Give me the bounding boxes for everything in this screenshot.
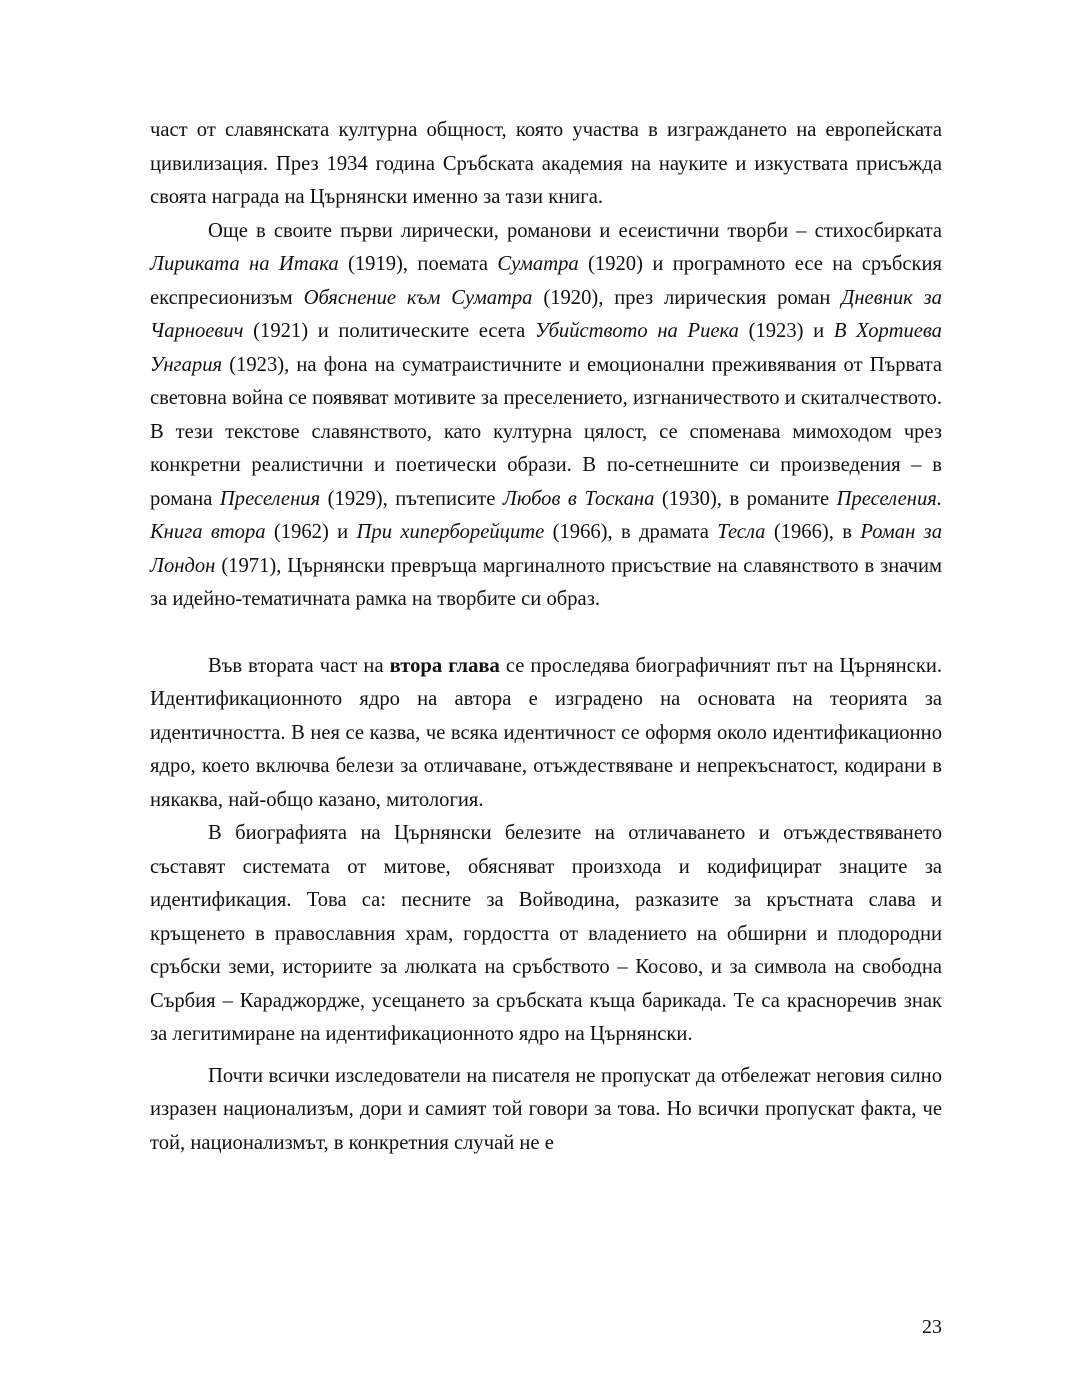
book-title-preseleniya: Преселения (219, 487, 321, 510)
paragraph-2-text: (1971), Църнянски превръща маргиналното присъствие на славянството в значим за идейно-тематичната рамка на творбите си образ. (150, 554, 942, 610)
paragraph-3-text: Във втората част на (208, 654, 390, 677)
paragraph-4-text: В биографията на Църнянски белезите на отличаването и отъждествяването съставят системата от митове, обясняват произхода и кодифицират знаците за идентификация. Това са: песните за Войводина, разказите за кръстната слава и кръщенето в православния храм, гордостта от владението на обширни и плодородни сръбски земи, историите за люлката на сръбството – Косово, и за символа на свободна Сърбия – Караджордже, усещането за сръбската къща барикада. Те са красноречив знак за легитимиране на идентификационното ядро на Църнянски. (150, 822, 942, 1045)
book-title-hortieva-ungariya: В Хортиева Унгария (150, 320, 942, 376)
paragraph-2-text: (1921) и политическите есета (243, 320, 535, 342)
book-title-dnevnik: Дневник за Чарноевич (150, 286, 942, 342)
paragraph-2-text: Още в своите първи лирически, романови и есеистични творби – стихосбирката (208, 219, 942, 242)
book-title-roman-za-london: Роман за Лондон (150, 521, 942, 577)
paragraph-2-text: (1966), в драмата (544, 521, 718, 543)
paragraph-2-text: (1962) и (265, 521, 357, 543)
emphasis-vtora-glava: втора глава (389, 654, 500, 677)
book-title-sumatra: Суматра (497, 253, 579, 275)
paragraph-2-text: (1919), поемата (338, 253, 498, 275)
book-title-ubiystvoto: Убийството на Риека (534, 320, 739, 342)
paragraph-2-text: (1966), в (765, 521, 861, 543)
book-title-lyubov-v-toskana: Любов в Тоскана (502, 487, 655, 510)
paragraph-4 (150, 817, 942, 1052)
body-text (150, 114, 942, 1160)
paragraph-2-text: (1929), пътеписите (320, 487, 503, 510)
book-title-obyasnenie: Обяснение към Суматра (303, 286, 533, 309)
paragraph-5-text: Почти всички изследователи на писателя не пропускат да отбележат неговия силно изразен национализъм, дори и самият той говори за това. Но всички пропускат факта, че той, национализмът, в конкретния случай не е (150, 1064, 942, 1154)
paragraph-1 (150, 114, 942, 215)
paragraph-2-text: (1920) и програмното есе на сръбския експресионизъм (150, 253, 942, 309)
page-number: 23 (922, 1316, 942, 1338)
paragraph-2 (150, 215, 942, 617)
book-title-pri-hiperboreytsite: При хиперборейците (356, 521, 545, 543)
book-title-lirikata-na-itaka: Лириката на Итака (150, 253, 339, 275)
paragraph-2-text: (1923), на фона на суматраистичните и емоционални преживявания от Първата световна война се появяват мотивите за преселението, изгнаничеството и скиталчеството. В тези текстове славянството, като културна цялост, се споменава мимоходом чрез конкретни реалистични и поетически образи. В по-сетнешните си произведения – в романа (150, 353, 942, 510)
book-title-preseleniya-kniga-vtora: Преселения. Книга втора (150, 487, 942, 543)
paragraph-1-text: част от славянската културна общност, която участва в изграждането на европейската цивилизация. През 1934 година Сръбската академия на науките и изкуствата присъжда своята награда на Църнянски именно за тази книга. (150, 119, 942, 208)
paragraph-3-text: се проследява биографичният път на Църнянски. Идентификационното ядро на автора е изградено на основата на теорията за идентичността. В нея се казва, че всяка идентичност се оформя около идентификационно ядро, което включва белези за отличаване, отъждествяване и непрекъснатост, кодирани в някаква, най-общо казано, митология. (150, 654, 942, 811)
paragraph-2-text: (1920), през лирическия роман (532, 286, 842, 309)
paragraph-2-text: (1923) и (738, 320, 834, 342)
paragraph-3 (150, 650, 942, 818)
book-title-tesla: Тесла (717, 521, 766, 543)
paragraph-5 (150, 1060, 942, 1161)
paragraph-2-text: (1930), в романите (654, 487, 837, 510)
